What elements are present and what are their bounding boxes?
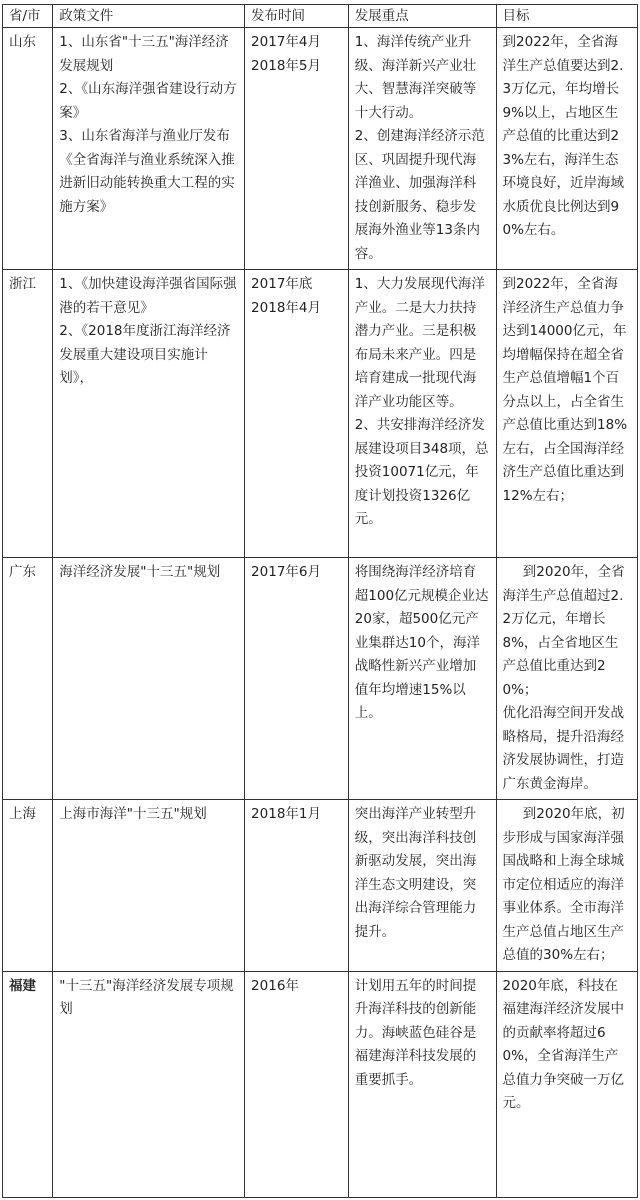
focus-item: 计划用五年的时间提升海洋科技的创新能力。海峡蓝色硅谷是福建海洋科技发展的重要抓手。 xyxy=(354,977,477,1088)
date-item: 2017年6月 xyxy=(251,564,321,580)
cell-goal xyxy=(496,971,637,1198)
focus-item: 2、创建海洋经济示范区、巩固提升现代海洋渔业、加强海洋科技创新服务、稳步发展海外渔业等13条内容。 xyxy=(354,128,485,262)
cell-province: 广东 xyxy=(3,558,53,800)
focus-item: 突出海洋产业转型升级，突出海洋科技创新驱动发展，突出海洋生态文明建设，突出海洋综合管理能力提升。 xyxy=(354,806,477,940)
cell-policy xyxy=(53,971,245,1198)
focus-item: 2、共安排海洋经济发展建设项目348项，总投资10071亿元，年度计划投资1326亿元。 xyxy=(354,417,489,527)
cell-focus xyxy=(348,558,496,800)
date-item: 2018年1月 xyxy=(251,806,321,822)
cell-province: 山东 xyxy=(3,28,53,270)
cell-focus xyxy=(348,971,496,1198)
policy-item: "十三五"海洋经济发展专项规划 xyxy=(59,977,234,1017)
focus-item: 1、大力发展现代海洋产业。二是大力扶持潜力产业。三是积极布局未来产业。四是培育建成一批现代海洋产业功能区等。 xyxy=(354,276,485,410)
date-item: 2016年 xyxy=(251,977,299,994)
goal-item: 2020年底，科技在福建海洋经济发展中的贡献率将超过60%，全省海洋生产总值力争突破一万亿元。 xyxy=(502,977,625,1111)
cell-policy xyxy=(53,270,245,558)
table-row xyxy=(3,28,638,270)
cell-date xyxy=(245,558,349,800)
cell-province: 上海 xyxy=(3,800,53,972)
policy-item: 2、《2018年度浙江海洋经济发展重大建设项目实施计划》， xyxy=(59,323,231,386)
policy-item: 海洋经济发展"十三五"规划 xyxy=(59,564,221,580)
cell-goal xyxy=(496,28,637,270)
table-header-row xyxy=(3,5,638,28)
header-goal: 目标 xyxy=(496,5,637,28)
goal-item: 到2020年底，初步形成与国家海洋强国战略和上海全球城市定位相适应的海洋事业体系。全市海洋生产总值占地区生产总值的30%左右； xyxy=(502,806,625,963)
focus-item: 将围绕海洋经济培育超100亿元规模企业达20家，超500亿元产业集群达10个，海洋战略性新兴产业增加值年均增速15%以上。 xyxy=(354,564,489,721)
cell-focus xyxy=(348,270,496,558)
date-item: 2017年4月 xyxy=(251,34,321,50)
header-date: 发布时间 xyxy=(245,5,349,28)
cell-date xyxy=(245,800,349,972)
policy-table xyxy=(2,4,638,1198)
cell-focus xyxy=(348,28,496,270)
date-item: 2018年4月 xyxy=(251,299,321,316)
cell-date xyxy=(245,270,349,558)
cell-goal xyxy=(496,800,637,972)
policy-item: 1、《加快建设海洋强省国际强港的若干意见》 xyxy=(59,276,237,316)
cell-province: 浙江 xyxy=(3,270,53,558)
header-policy: 政策文件 xyxy=(53,5,245,28)
goal-item: 到2022年，全省海洋生产总值要达到2.3万亿元，年均增长9%以上，占地区生产总值的比重达到23%左右，海洋生态环境良好，近岸海域水质优良比例达到90%左右。 xyxy=(502,34,625,238)
policy-item: 上海市海洋"十三五"规划 xyxy=(59,806,207,822)
goal-item: 到2020年，全省海洋生产总值超过2.2万亿元，年增长8%，占全省地区生产总值比重达到20%； xyxy=(502,564,625,698)
goal-item: 优化沿海空间开发战略格局，提升沿海经济发展协调性，打造广东黄金海岸。 xyxy=(502,705,625,792)
goal-item: 到2022年，全省海洋经济生产总值力争达到14000亿元，年均增幅保持在超全省生产总值增幅1个百分点以上，占全省生产总值比重达到18%左右，占全国海洋经济生产总值比重达到12%左右； xyxy=(502,276,628,504)
focus-item: 1、海洋传统产业升级、海洋新兴产业壮大、智慧海洋突破等十大行动。 xyxy=(354,34,477,121)
date-item: 2017年底 xyxy=(251,276,313,292)
table-row xyxy=(3,971,638,1198)
date-item: 2018年5月 xyxy=(251,57,321,74)
cell-policy xyxy=(53,558,245,800)
cell-focus xyxy=(348,800,496,972)
table-row xyxy=(3,270,638,558)
cell-policy xyxy=(53,800,245,972)
policy-item: 2、《山东海洋强省建设行动方案》 xyxy=(59,81,237,121)
cell-goal xyxy=(496,270,637,558)
table-row xyxy=(3,558,638,800)
header-province: 省/市 xyxy=(3,5,53,28)
cell-date xyxy=(245,971,349,1198)
cell-date xyxy=(245,28,349,270)
cell-goal xyxy=(496,558,637,800)
cell-province: 福建 xyxy=(3,971,53,1198)
policy-item: 3、山东省海洋与渔业厅发布《全省海洋与渔业系统深入推进新旧动能转换重大工程的实施方案》 xyxy=(59,128,235,215)
table-row xyxy=(3,800,638,972)
cell-policy xyxy=(53,28,245,270)
header-focus: 发展重点 xyxy=(348,5,496,28)
policy-item: 1、山东省"十三五"海洋经济发展规划 xyxy=(59,34,229,74)
